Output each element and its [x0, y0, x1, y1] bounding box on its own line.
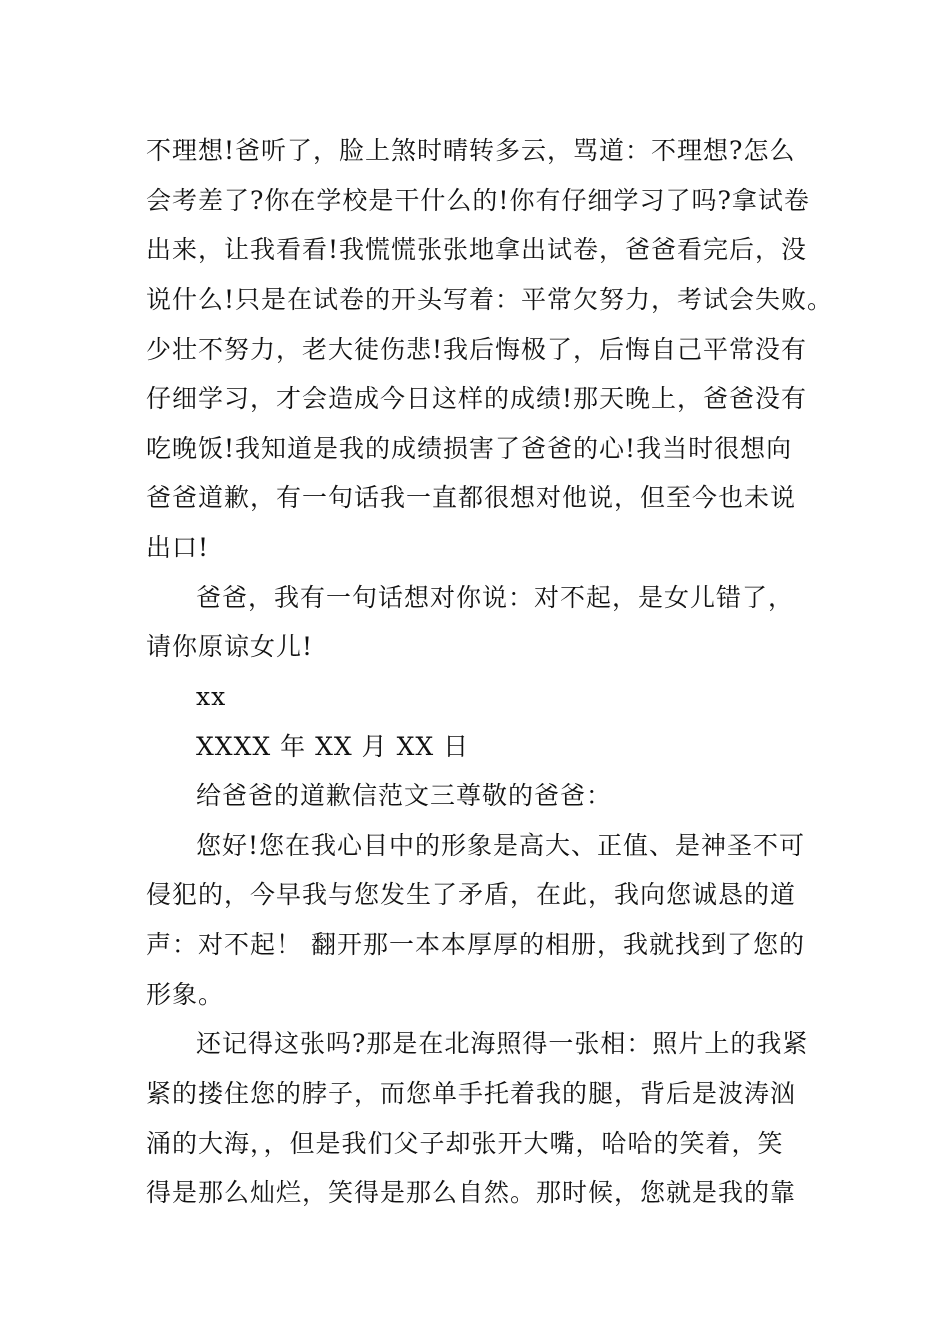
date: XXXX 年 XX 月 XX 日 — [196, 732, 470, 761]
text-line: 形象。 — [146, 980, 225, 1009]
text-line: 仔细学习，才会造成今日这样的成绩!那天晚上，爸爸没有 — [146, 384, 808, 413]
text-line: 说什么!只是在试卷的开头写着：平常欠努力，考试会失败。 — [146, 285, 834, 314]
text-line: 还记得这张吗?那是在北海照得一张相：照片上的我紧 — [196, 1029, 809, 1058]
text-line: 请你原谅女儿! — [146, 632, 314, 661]
text-line: 爸爸道歉，有一句话我一直都很想对他说，但至今也未说 — [146, 483, 797, 512]
signature: xx — [196, 682, 227, 711]
text-line: 出来，让我看看!我慌慌张张地拿出试卷，爸爸看完后，没 — [146, 235, 808, 264]
text-line: 涌的大海，，但是我们父子却张开大嘴，哈哈的笑着，笑 — [146, 1129, 784, 1158]
text-line: 出口! — [146, 533, 210, 562]
text-line: 得是那么灿烂，笑得是那么自然。那时候，您就是我的靠 — [146, 1178, 797, 1207]
text-line: 声：对不起！ 翻开那一本本厚厚的相册，我就找到了您的 — [146, 930, 805, 959]
text-line: 不理想!爸听了，脸上煞时晴转多云，骂道：不理想?怎么 — [146, 136, 796, 165]
text-line: 爸爸，我有一句话想对你说：对不起，是女儿错了， — [196, 583, 795, 612]
text-line: 侵犯的，今早我与您发生了矛盾，在此，我向您诚恳的道 — [146, 880, 797, 909]
text-line: 吃晚饭!我知道是我的成绩损害了爸爸的心!我当时很想向 — [146, 434, 793, 463]
text-line: 会考差了?你在学校是干什么的!你有仔细学习了吗?拿试卷 — [146, 186, 810, 215]
section-heading: 给爸爸的道歉信范文三尊敬的爸爸： — [196, 781, 613, 810]
text-line: 您好!您在我心目中的形象是高大、正值、是神圣不可 — [196, 831, 806, 860]
text-line: 紧的搂住您的脖子，而您单手托着我的腿，背后是波涛汹 — [146, 1079, 797, 1108]
text-line: 少壮不努力，老大徒伤悲!我后悔极了，后悔自己平常没有 — [146, 335, 808, 364]
